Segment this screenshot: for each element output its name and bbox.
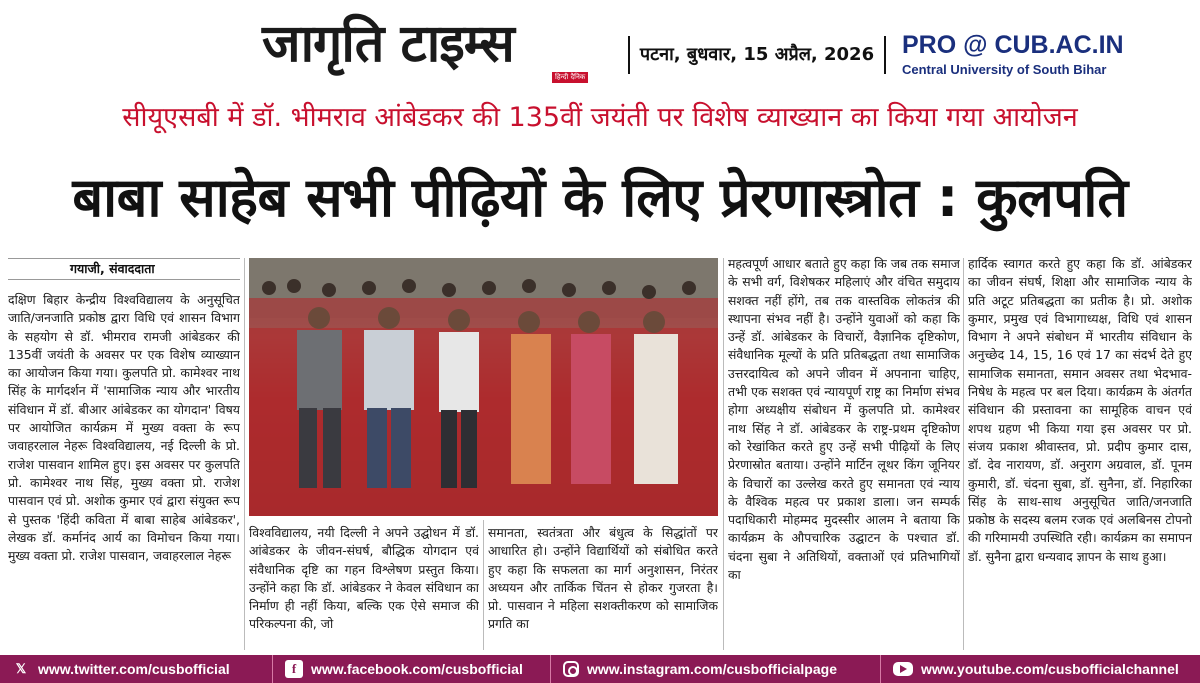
facebook-icon: f [285, 660, 303, 678]
column-divider [483, 520, 484, 650]
article-column-4: महत्वपूर्ण आधार बताते हुए कहा कि जब तक समाज के सभी वर्ग, विशेषकर महिलाएं और वंचित समुदाय सशक्त नहीं होंगे, तब तक वास्तविक लोकतंत्र की स्थापना संभव नहीं है। उन्होंने युवाओं को कहा कि उन्हें डॉ. आंबेडकर के विचारों, वैज्ञानिक दृष्टिकोण, संवैधानिक मूल्यों के प्रति प्रतिबद्धता तथा सामाजिक उत्तरदायित्व को अपने जीवन में अपनाना चाहिए, तभी एक सशक्त एवं न्यायपूर्ण राष्ट्र का निर्माण संभव होगा अध्यक्षीय संबोधन में कुलपति प्रो. कामेश्वर नाथ सिंह ने डॉ. आंबेडकर के राष्ट्र-प्रथम दृष्टिकोण को रेखांकित करते हुए उन्हें सभी पीढ़ियों के लिए प्रेरणास्रोत बताया। उन्होंने मार्टिन लूथर किंग जूनियर के विचारों का उल्लेख करते हुए समानता एवं न्याय के वैश्विक महत्व पर प्रकाश डाला। जन सम्पर्क पदाधिकारी मोहम्मद मुदस्सीर आलम ने बताया कि कार्यक्रम के औपचारिक उद्घाटन के पश्चात डॉ. चंदना सुबा ने अतिथियों, वक्ताओं एवं प्रतिभागियों का [728, 256, 960, 583]
article-column-1: दक्षिण बिहार केन्द्रीय विश्वविद्यालय के अनुसूचित जाति/जनजाति प्रकोष्ठ द्वारा विधि एवं शासन विभाग के सहयोग से डॉ. भीमराव रामजी आंबेडकर की 135वीं जयंती के अवसर पर एक विशेष व्याख्यान का आयोजन किया गया। कुलपति प्रो. कामेश्वर नाथ सिंह के मार्गदर्शन में 'सामाजिक न्याय और भारतीय संविधान में डॉ. बीआर आंबेडकर का योगदान' विषय पर आयोजित कार्यक्रम में मुख्य वक्ता के रूप जवाहरलाल नेहरू विश्वविद्यालय, नई दिल्ली के प्रो. राजेश पासवान शामिल हुए। इस अवसर पर कुलपति प्रो. कामेश्वर नाथ सिंह, मुख्य वक्ता प्रो. राजेश पासवान एवं प्रो. अशोक कुमार एवं द्वारा संयुक्त रूप से पुस्तक 'हिंदी कविता में बाबा साहेब आंबेडकर', लेखक डॉ. कर्मानंद आर्य का विमोचन किया गया। मुख्य वक्ता प्रो. राजेश पासवान, जवाहरलाल नेहरू [8, 292, 240, 564]
twitter-link[interactable] [0, 655, 272, 683]
x-icon: 𝕏 [15, 661, 27, 676]
subheadline: सीयूएसबी में डॉ. भीमराव आंबेडकर की 135वीं जयंती पर विशेष व्याख्यान का किया गया आयोजन [122, 102, 1078, 133]
facebook-url: www.facebook.com/cusbofficial [311, 661, 523, 677]
article-column-3: समानता, स्वतंत्रता और बंधुत्व के सिद्धांतों पर आधारित हो। उन्होंने विद्यार्थियों को संबोधित करते हुए कहा कि सफलता का मार्ग अनुशासन, निरंतर अध्ययन और तार्किक चिंतन से होकर गुजरता है। प्रो. पासवान ने महिला सशक्तीकरण को सामाजिक प्रगति का [488, 525, 718, 632]
article-column-5: हार्दिक स्वागत करते हुए कहा कि डॉ. आंबेडकर का जीवन संघर्ष, शिक्षा और सामाजिक न्याय के प्रति अटूट प्रतिबद्धता का प्रतीक है। प्रो. अशोक कुमार, प्रमुख एवं विभागाध्यक्ष, विधि एवं शासन विभाग ने अपने संबोधन में भारतीय संविधान के अनुच्छेद 14, 15, 16 एवं 17 का संदर्भ देते हुए सामाजिक समानता, समान अवसर तथा भेदभाव-निषेध के महत्व पर बल दिया। कार्यक्रम के अंतर्गत संविधान की प्रस्तावना का सामूहिक वाचन एवं शपथ ग्रहण भी किया गया इस अवसर पर प्रो. संजय प्रकाश श्रीवास्तव, प्रो. प्रदीप कुमार दास, डॉ. देव नारायण, डॉ. अनुराग अग्रवाल, डॉ. पूनम कुमारी, डॉ. चंदना सुबा, डॉ. सुनैना, डॉ. निहारिका सिंह के साथ-साथ अनुसूचित जाति/जनजाति प्रकोष्ठ के सदस्य बलम रजक एवं अलबिनस टोपनो की गरिमामयी उपस्थिति रही। कार्यक्रम का समापन डॉ. सुनैना द्वारा धन्यवाद ज्ञापन के साथ हुआ। [968, 256, 1192, 564]
youtube-icon [893, 662, 913, 676]
column-divider [723, 258, 724, 650]
event-photo [249, 258, 718, 516]
social-footer [0, 655, 1200, 683]
byline: गयाजी, संवाददाता [8, 258, 240, 280]
instagram-url: www.instagram.com/cusbofficialpage [587, 661, 837, 677]
article-column-2: विश्वविद्यालय, नयी दिल्ली ने अपने उद्घोधन में डॉ. आंबेडकर के जीवन-संघर्ष, बौद्धिक योगदान एवं संवैधानिक दृष्टि का गहन विश्लेषण प्रस्तुत किया। उन्होंने कहा कि डॉ. आंबेडकर ने केवल संविधान का निर्माण ही नहीं किया, बल्कि एक ऐसे समाज की परिकल्पना की, जो [249, 525, 479, 632]
university-name: Central University of South Bihar [902, 62, 1107, 77]
facebook-link[interactable] [272, 655, 550, 683]
pro-email: PRO @ CUB.AC.IN [902, 31, 1124, 59]
column-divider [244, 258, 245, 650]
twitter-url: www.twitter.com/cusbofficial [38, 661, 230, 677]
instagram-icon [563, 661, 579, 677]
masthead [0, 0, 1200, 92]
newspaper-logo: जागृति टाइम्स [262, 14, 514, 74]
instagram-link[interactable] [550, 655, 880, 683]
headline: बाबा साहेब सभी पीढ़ियों के लिए प्रेरणास्त्रोत : कुलपति [72, 166, 1128, 229]
youtube-link[interactable] [880, 655, 1200, 683]
column-divider [963, 258, 964, 650]
logo-tagline: हिन्दी दैनिक [552, 72, 588, 83]
youtube-url: www.youtube.com/cusbofficialchannel [921, 661, 1179, 677]
dateline: पटना, बुधवार, 15 अप्रैल, 2026 [628, 36, 886, 74]
